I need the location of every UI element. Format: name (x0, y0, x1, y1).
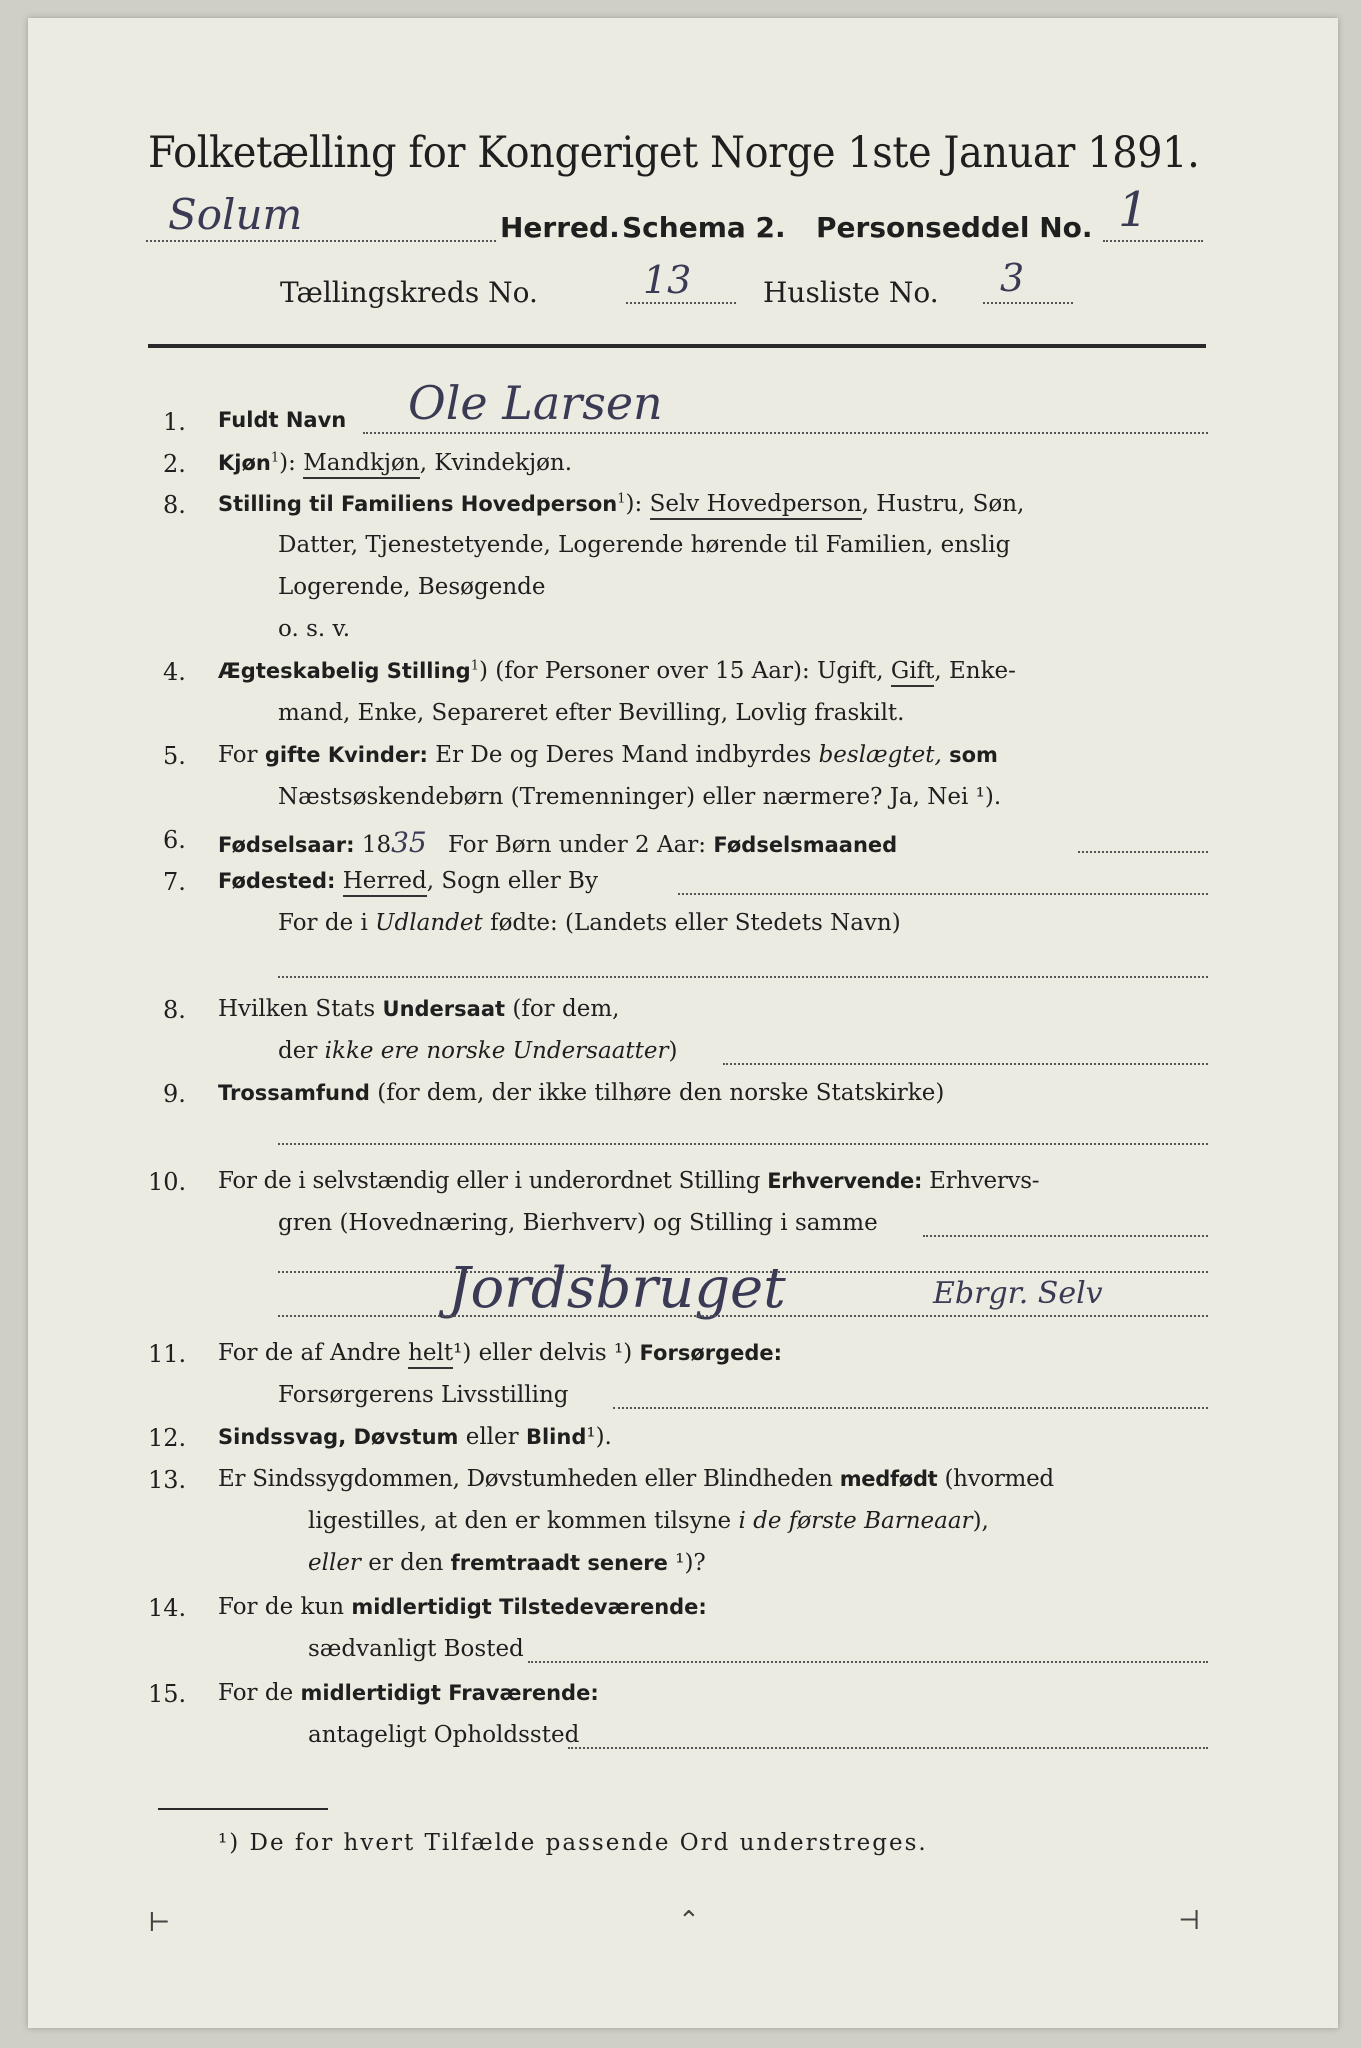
form-title: Folketælling for Kongeriget Norge 1ste Januar 1891. (148, 128, 1200, 178)
item-text: ¹)? (675, 1550, 706, 1576)
footnote-rule (158, 1808, 328, 1810)
residence-dotline (528, 1661, 1208, 1663)
birth-month-dotline (1078, 851, 1208, 853)
item-label: Forsørgede: (639, 1341, 783, 1365)
item-label: Kjøn (218, 451, 271, 475)
corner-mark-center: ⌃ (678, 1906, 700, 1936)
personseddel-label: Personseddel No. (816, 211, 1093, 244)
item-number: 9. (163, 1080, 186, 1108)
option-selected: helt (408, 1340, 453, 1369)
item-text-italic: beslægtet, (818, 742, 942, 768)
item-text: gren (Hovednæring, Bierhverv) og Stilling i samme (278, 1210, 878, 1236)
occupation-dotline-1 (923, 1235, 1208, 1237)
occupation-dotline-3 (278, 1315, 1208, 1317)
item-text: o. s. v. (278, 616, 351, 642)
item-label: Erhvervende: (767, 1169, 923, 1193)
abroad-dotline (278, 976, 1208, 978)
herred-dotline (146, 240, 496, 242)
birth-year-value: 35 (391, 826, 427, 859)
item-text-italic: Udlandet (375, 910, 483, 936)
item-text: ¹). (586, 1424, 612, 1450)
item-text: mand, Enke, Separeret efter Bevilling, Lovlig fraskilt. (278, 700, 905, 726)
item-text: For de i selvstændig eller i underordnet Stilling (218, 1168, 761, 1194)
item-text: der (278, 1038, 318, 1064)
item-text: , Enke- (934, 658, 1016, 684)
item-label: Undersaat (382, 997, 506, 1021)
item-text: (hvormed (944, 1466, 1054, 1492)
provider-dotline (613, 1407, 1208, 1409)
kreds-value: 13 (643, 258, 692, 302)
item-text: ) (for Personer over 15 Aar): Ugift, (478, 658, 884, 684)
name-dotline (363, 432, 1208, 434)
item-text: Logerende, Besøgende (278, 574, 546, 600)
schema-label: Schema 2. (622, 211, 786, 244)
item-text: ), (972, 1508, 989, 1534)
item-text: fødte: (Landets eller Stedets Navn) (490, 910, 901, 936)
kreds-label: Tællingskreds No. (280, 276, 538, 309)
item-number: 6. (163, 826, 186, 854)
census-form-sheet (28, 18, 1338, 2028)
corner-mark-left: ⊢ (148, 1908, 171, 1938)
birth-year-prefix: 18 (361, 832, 392, 858)
item-label: Fuldt Navn (218, 408, 347, 432)
occupation-note: Ebrgr. Selv (933, 1276, 1103, 1311)
item-text: Erhvervs- (929, 1168, 1040, 1194)
item-number: 8. (163, 996, 186, 1024)
corner-mark-right: ⊣ (1178, 1906, 1201, 1936)
item-text: ligestilles, at den er kommen tilsyne (308, 1508, 732, 1534)
item-number: 4. (163, 658, 186, 686)
husliste-label: Husliste No. (763, 276, 939, 309)
item-number: 10. (148, 1168, 187, 1196)
item-text: For de af Andre (218, 1340, 401, 1366)
husliste-dotline (983, 302, 1073, 304)
superscript: 1 (617, 491, 626, 507)
item-text: (for dem, der ikke tilhøre den norske Statskirke) (377, 1080, 945, 1106)
item-number: 2. (163, 450, 186, 478)
item-label: Blind (525, 1425, 587, 1449)
item-label: Stilling til Familiens Hovedperson (218, 492, 618, 516)
item-text: Hvilken Stats (218, 996, 376, 1022)
item-text: er den (368, 1550, 444, 1576)
item-label: midlertidigt Fraværende: (300, 1681, 599, 1705)
item-text: For (218, 742, 258, 768)
option-selected: Gift (891, 658, 934, 687)
item-label: Trossamfund (218, 1081, 370, 1105)
kreds-dotline (626, 302, 736, 304)
superscript: 1 (470, 658, 479, 674)
item-text: (for dem, (512, 996, 620, 1022)
item-text: For Børn under 2 Aar: (448, 832, 707, 858)
item-text: Datter, Tjenestetyende, Logerende hørende til Familien, enslig (278, 532, 1011, 558)
item-text: For de (218, 1680, 294, 1706)
item-text: , Hustru, Søn, (861, 491, 1025, 517)
item-number: 1. (163, 408, 186, 436)
birthplace-dotline (678, 893, 1208, 895)
item-text: ): (625, 491, 643, 517)
item-number: 5. (163, 742, 186, 770)
item-label: Fødselsaar: (218, 833, 355, 857)
option-selected: Herred (343, 868, 427, 897)
header-rule (148, 344, 1206, 348)
item-label: medfødt (839, 1467, 938, 1491)
item-number: 13. (148, 1466, 187, 1494)
whereabouts-dotline (568, 1747, 1208, 1749)
item-number: 15. (148, 1680, 187, 1708)
item-label: Fødested: (218, 869, 336, 893)
item-text: antageligt Opholdssted (308, 1722, 580, 1748)
footnote: ¹) De for hvert Tilfælde passende Ord understreges. (218, 1830, 928, 1856)
herred-label: Herred. (500, 211, 620, 244)
item-label: Ægteskabelig Stilling (218, 659, 471, 683)
personseddel-dotline (1103, 240, 1203, 242)
item-number: 8. (163, 491, 186, 519)
personseddel-value: 1 (1118, 182, 1149, 238)
item-text: ): (279, 450, 296, 476)
item-text: For de kun (218, 1594, 345, 1620)
item-text: eller (465, 1424, 519, 1450)
item-number: 7. (163, 868, 186, 896)
item-label: Sindssvag, Døvstum (218, 1425, 459, 1449)
item-text: For de i (278, 910, 368, 936)
occupation-value: Jordsbruget (448, 1256, 786, 1321)
item-text: Er Sindssygdommen, Døvstumheden eller Blindheden (218, 1466, 833, 1492)
item-text: som (949, 743, 998, 767)
item-label: Fødselsmaaned (713, 833, 898, 857)
item-text: , Sogn eller By (426, 868, 598, 894)
item-text-italic: i de første Barneaar (738, 1508, 973, 1534)
item-text: ) (668, 1038, 678, 1064)
item-text: Forsørgerens Livsstilling (278, 1382, 569, 1408)
item-text: Er De og Deres Mand indbyrdes (435, 742, 812, 768)
item-number: 11. (148, 1340, 187, 1368)
option-selected: Selv Hovedperson (650, 491, 862, 520)
husliste-value: 3 (1000, 256, 1025, 300)
item-text: sædvanligt Bosted (308, 1636, 524, 1662)
item-text: ¹) eller delvis ¹) (453, 1340, 633, 1366)
subject-dotline (723, 1063, 1208, 1065)
item-text-italic: eller (308, 1550, 361, 1576)
item-text-italic: ikke ere norske Undersaatter (324, 1038, 669, 1064)
item-label: fremtraadt senere (450, 1551, 668, 1575)
superscript: 1 (270, 450, 280, 466)
item-text: Næstsøskendebørn (Tremenninger) eller nærmere? Ja, Nei ¹). (278, 784, 1002, 810)
item-number: 14. (148, 1594, 187, 1622)
item-number: 12. (148, 1424, 187, 1452)
name-value: Ole Larsen (408, 376, 663, 430)
faith-dotline (278, 1143, 1208, 1145)
item-label: midlertidigt Tilstedeværende: (351, 1595, 707, 1619)
option-selected: Mandkjøn (303, 450, 420, 479)
herred-value: Solum (168, 190, 303, 239)
item-label: gifte Kvinder: (264, 743, 428, 767)
item-text: , Kvindekjøn. (419, 450, 573, 476)
